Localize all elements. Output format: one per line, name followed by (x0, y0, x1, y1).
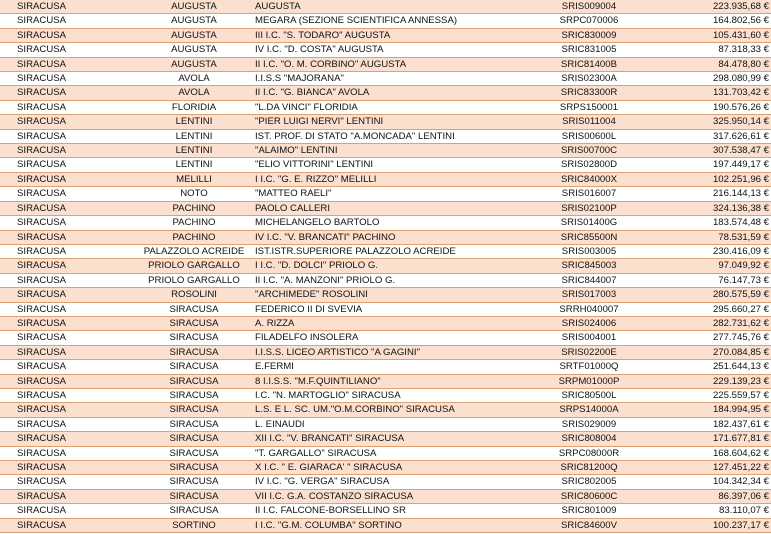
cell-codice[interactable]: SRIC80600C (532, 489, 646, 503)
cell-codice[interactable]: SRPS150001 (532, 100, 646, 114)
cell-importo[interactable]: 225.559,57 € (646, 388, 771, 402)
cell-scuola[interactable]: II I.C. "G. BIANCA" AVOLA (251, 86, 532, 100)
cell-codice[interactable]: SRPM01000P (532, 374, 646, 388)
table-row[interactable] (0, 72, 771, 86)
cell-scuola[interactable]: I.C. "N. MARTOGLIO" SIRACUSA (251, 388, 532, 402)
cell-scuola[interactable]: FILADELFO INSOLERA (251, 331, 532, 345)
cell-importo[interactable]: 325.950,14 € (646, 115, 771, 129)
cell-comune[interactable]: SIRACUSA (137, 489, 251, 503)
table-row[interactable] (0, 417, 771, 431)
cell-importo[interactable]: 131.703,42 € (646, 86, 771, 100)
cell-provincia[interactable]: SIRACUSA (0, 273, 137, 287)
cell-scuola[interactable]: X I.C. " E. GIARACA' " SIRACUSA (251, 461, 532, 475)
cell-provincia[interactable]: SIRACUSA (0, 432, 137, 446)
cell-importo[interactable]: 86.397,06 € (646, 489, 771, 503)
cell-codice[interactable]: SRIS029009 (532, 417, 646, 431)
cell-comune[interactable]: AUGUSTA (137, 0, 251, 14)
cell-comune[interactable]: SIRACUSA (137, 461, 251, 475)
table-row[interactable] (0, 100, 771, 114)
cell-comune[interactable]: SIRACUSA (137, 403, 251, 417)
cell-scuola[interactable]: MEGARA (SEZIONE SCIENTIFICA ANNESSA) (251, 14, 532, 28)
cell-provincia[interactable]: SIRACUSA (0, 201, 137, 215)
table-row[interactable] (0, 216, 771, 230)
cell-provincia[interactable]: SIRACUSA (0, 100, 137, 114)
cell-codice[interactable]: SRIC801009 (532, 504, 646, 518)
table-row[interactable] (0, 388, 771, 402)
cell-codice[interactable]: SRIS00600L (532, 129, 646, 143)
table-row[interactable] (0, 461, 771, 475)
cell-comune[interactable]: SIRACUSA (137, 388, 251, 402)
table-row[interactable] (0, 86, 771, 100)
cell-scuola[interactable]: "MATTEO RAELI" (251, 187, 532, 201)
cell-importo[interactable]: 298.080,99 € (646, 72, 771, 86)
cell-importo[interactable]: 295.660,27 € (646, 302, 771, 316)
cell-comune[interactable]: SIRACUSA (137, 360, 251, 374)
cell-scuola[interactable]: I.I.S.S. LICEO ARTISTICO "A GAGINI" (251, 345, 532, 359)
table-row[interactable] (0, 446, 771, 460)
cell-comune[interactable]: AUGUSTA (137, 14, 251, 28)
cell-scuola[interactable]: IV I.C. "G. VERGA" SIRACUSA (251, 475, 532, 489)
cell-importo[interactable]: 87.318,33 € (646, 43, 771, 57)
cell-comune[interactable]: SIRACUSA (137, 446, 251, 460)
cell-importo[interactable]: 168.604,62 € (646, 446, 771, 460)
cell-scuola[interactable]: "L.DA VINCI" FLORIDIA (251, 100, 532, 114)
cell-comune[interactable]: LENTINI (137, 115, 251, 129)
cell-scuola[interactable]: II I.C. FALCONE-BORSELLINO SR (251, 504, 532, 518)
cell-scuola[interactable]: I I.C. "G.M. COLUMBA" SORTINO (251, 518, 532, 532)
table-row[interactable] (0, 432, 771, 446)
cell-scuola[interactable]: E.FERMI (251, 360, 532, 374)
cell-comune[interactable]: AVOLA (137, 86, 251, 100)
table-row[interactable] (0, 57, 771, 71)
cell-provincia[interactable]: SIRACUSA (0, 388, 137, 402)
cell-codice[interactable]: SRIS003005 (532, 244, 646, 258)
cell-provincia[interactable]: SIRACUSA (0, 417, 137, 431)
cell-scuola[interactable]: I I.C. "G. E. RIZZO" MELILLI (251, 172, 532, 186)
cell-importo[interactable]: 102.251,96 € (646, 172, 771, 186)
cell-provincia[interactable]: SIRACUSA (0, 489, 137, 503)
cell-comune[interactable]: SIRACUSA (137, 475, 251, 489)
cell-codice[interactable]: SRIS02300A (532, 72, 646, 86)
cell-importo[interactable]: 270.084,85 € (646, 345, 771, 359)
cell-scuola[interactable]: II I.C. "O. M. CORBINO" AUGUSTA (251, 57, 532, 71)
cell-scuola[interactable]: III I.C. "S. TODARO" AUGUSTA (251, 28, 532, 42)
cell-importo[interactable]: 324.136,38 € (646, 201, 771, 215)
cell-comune[interactable]: AUGUSTA (137, 28, 251, 42)
table-row[interactable] (0, 345, 771, 359)
cell-scuola[interactable]: PAOLO CALLERI (251, 201, 532, 215)
cell-codice[interactable]: SRIS024006 (532, 316, 646, 330)
cell-provincia[interactable]: SIRACUSA (0, 72, 137, 86)
table-row[interactable] (0, 504, 771, 518)
cell-codice[interactable]: SRIS011004 (532, 115, 646, 129)
cell-codice[interactable]: SRIS00700C (532, 144, 646, 158)
cell-provincia[interactable]: SIRACUSA (0, 115, 137, 129)
cell-scuola[interactable]: 8 I.I.S.S. "M.F.QUINTILIANO" (251, 374, 532, 388)
table-row[interactable] (0, 259, 771, 273)
cell-comune[interactable]: SIRACUSA (137, 504, 251, 518)
cell-scuola[interactable]: AUGUSTA (251, 0, 532, 14)
cell-codice[interactable]: SRIC84600V (532, 518, 646, 532)
cell-comune[interactable]: LENTINI (137, 129, 251, 143)
table-row[interactable] (0, 144, 771, 158)
cell-scuola[interactable]: "T. GARGALLO" SIRACUSA (251, 446, 532, 460)
cell-comune[interactable]: LENTINI (137, 158, 251, 172)
cell-provincia[interactable]: SIRACUSA (0, 345, 137, 359)
cell-importo[interactable]: 183.574,48 € (646, 216, 771, 230)
cell-comune[interactable]: SIRACUSA (137, 432, 251, 446)
cell-provincia[interactable]: SIRACUSA (0, 331, 137, 345)
cell-comune[interactable]: PRIOLO GARGALLO (137, 259, 251, 273)
table-row[interactable] (0, 172, 771, 186)
table-row[interactable] (0, 230, 771, 244)
cell-codice[interactable]: SRIC802005 (532, 475, 646, 489)
cell-importo[interactable]: 229.139,23 € (646, 374, 771, 388)
cell-provincia[interactable]: SIRACUSA (0, 28, 137, 42)
cell-codice[interactable]: SRPS14000A (532, 403, 646, 417)
cell-scuola[interactable]: FEDERICO II DI SVEVIA (251, 302, 532, 316)
table-row[interactable] (0, 302, 771, 316)
cell-codice[interactable]: SRIC844007 (532, 273, 646, 287)
table-row[interactable] (0, 14, 771, 28)
cell-provincia[interactable]: SIRACUSA (0, 57, 137, 71)
cell-comune[interactable]: LENTINI (137, 144, 251, 158)
cell-provincia[interactable]: SIRACUSA (0, 461, 137, 475)
cell-scuola[interactable]: "ELIO VITTORINI" LENTINI (251, 158, 532, 172)
cell-provincia[interactable]: SIRACUSA (0, 302, 137, 316)
cell-importo[interactable]: 100.237,17 € (646, 518, 771, 532)
table-row[interactable] (0, 244, 771, 258)
cell-importo[interactable]: 280.575,59 € (646, 288, 771, 302)
cell-scuola[interactable]: "PIER LUIGI NERVI" LENTINI (251, 115, 532, 129)
cell-importo[interactable]: 216.144,13 € (646, 187, 771, 201)
cell-scuola[interactable]: VII I.C. G.A. COSTANZO SIRACUSA (251, 489, 532, 503)
table-row[interactable] (0, 187, 771, 201)
cell-codice[interactable]: SRIC808004 (532, 432, 646, 446)
cell-codice[interactable]: SRIS004001 (532, 331, 646, 345)
cell-scuola[interactable]: "ARCHIMEDE" ROSOLINI (251, 288, 532, 302)
cell-scuola[interactable]: II I.C. "A. MANZONI" PRIOLO G. (251, 273, 532, 287)
cell-importo[interactable]: 171.677,81 € (646, 432, 771, 446)
cell-importo[interactable]: 307.538,47 € (646, 144, 771, 158)
cell-codice[interactable]: SRIC84000X (532, 172, 646, 186)
cell-provincia[interactable]: SIRACUSA (0, 172, 137, 186)
cell-codice[interactable]: SRTF01000Q (532, 360, 646, 374)
cell-comune[interactable]: SIRACUSA (137, 331, 251, 345)
cell-importo[interactable]: 184.994,95 € (646, 403, 771, 417)
cell-importo[interactable]: 164.802,56 € (646, 14, 771, 28)
table-row[interactable] (0, 316, 771, 330)
cell-comune[interactable]: MELILLI (137, 172, 251, 186)
cell-provincia[interactable]: SIRACUSA (0, 288, 137, 302)
cell-provincia[interactable]: SIRACUSA (0, 14, 137, 28)
cell-provincia[interactable]: SIRACUSA (0, 216, 137, 230)
cell-scuola[interactable]: XII I.C. "V. BRANCATI" SIRACUSA (251, 432, 532, 446)
cell-importo[interactable]: 190.576,26 € (646, 100, 771, 114)
cell-codice[interactable]: SRRH040007 (532, 302, 646, 316)
cell-importo[interactable]: 197.449,17 € (646, 158, 771, 172)
cell-codice[interactable]: SRIC831005 (532, 43, 646, 57)
cell-importo[interactable]: 97.049,92 € (646, 259, 771, 273)
cell-comune[interactable]: PRIOLO GARGALLO (137, 273, 251, 287)
cell-provincia[interactable]: SIRACUSA (0, 0, 137, 14)
cell-comune[interactable]: PACHINO (137, 216, 251, 230)
cell-scuola[interactable]: I I.C. "D. DOLCI" PRIOLO G. (251, 259, 532, 273)
table-row[interactable] (0, 360, 771, 374)
cell-comune[interactable]: AUGUSTA (137, 57, 251, 71)
table-row[interactable] (0, 201, 771, 215)
cell-importo[interactable]: 317.626,61 € (646, 129, 771, 143)
cell-scuola[interactable]: L. EINAUDI (251, 417, 532, 431)
cell-codice[interactable]: SRIC83300R (532, 86, 646, 100)
cell-comune[interactable]: ROSOLINI (137, 288, 251, 302)
table-row[interactable] (0, 115, 771, 129)
cell-comune[interactable]: SIRACUSA (137, 302, 251, 316)
cell-codice[interactable]: SRIS01400G (532, 216, 646, 230)
cell-scuola[interactable]: "ALAIMO" LENTINI (251, 144, 532, 158)
cell-codice[interactable]: SRIC80500L (532, 388, 646, 402)
table-row[interactable] (0, 288, 771, 302)
cell-codice[interactable]: SRIS02200E (532, 345, 646, 359)
cell-codice[interactable]: SRPC08000R (532, 446, 646, 460)
cell-scuola[interactable]: IST. PROF. DI STATO "A.MONCADA" LENTINI (251, 129, 532, 143)
cell-provincia[interactable]: SIRACUSA (0, 43, 137, 57)
cell-importo[interactable]: 105.431,60 € (646, 28, 771, 42)
cell-provincia[interactable]: SIRACUSA (0, 244, 137, 258)
cell-comune[interactable]: AUGUSTA (137, 43, 251, 57)
cell-comune[interactable]: PALAZZOLO ACREIDE (137, 244, 251, 258)
cell-importo[interactable]: 251.644,13 € (646, 360, 771, 374)
cell-importo[interactable]: 277.745,76 € (646, 331, 771, 345)
cell-provincia[interactable]: SIRACUSA (0, 374, 137, 388)
cell-comune[interactable]: PACHINO (137, 201, 251, 215)
cell-provincia[interactable]: SIRACUSA (0, 446, 137, 460)
cell-provincia[interactable]: SIRACUSA (0, 129, 137, 143)
cell-codice[interactable]: SRIC845003 (532, 259, 646, 273)
table-row[interactable] (0, 374, 771, 388)
cell-scuola[interactable]: IV I.C. "V. BRANCATI" PACHINO (251, 230, 532, 244)
cell-provincia[interactable]: SIRACUSA (0, 86, 137, 100)
cell-codice[interactable]: SRIC830009 (532, 28, 646, 42)
cell-scuola[interactable]: L.S. E L. SC. UM."O.M.CORBINO" SIRACUSA (251, 403, 532, 417)
cell-codice[interactable]: SRIS02800D (532, 158, 646, 172)
cell-comune[interactable]: PACHINO (137, 230, 251, 244)
table-row[interactable] (0, 43, 771, 57)
cell-provincia[interactable]: SIRACUSA (0, 259, 137, 273)
cell-codice[interactable]: SRIS017003 (532, 288, 646, 302)
cell-importo[interactable]: 83.110,07 € (646, 504, 771, 518)
cell-importo[interactable]: 104.342,34 € (646, 475, 771, 489)
cell-comune[interactable]: SORTINO (137, 518, 251, 532)
table-row[interactable] (0, 518, 771, 532)
cell-provincia[interactable]: SIRACUSA (0, 158, 137, 172)
cell-scuola[interactable]: MICHELANGELO BARTOLO (251, 216, 532, 230)
cell-provincia[interactable]: SIRACUSA (0, 230, 137, 244)
cell-comune[interactable]: FLORIDIA (137, 100, 251, 114)
table-row[interactable] (0, 28, 771, 42)
table-row[interactable] (0, 475, 771, 489)
cell-codice[interactable]: SRIS02100P (532, 201, 646, 215)
table-row[interactable] (0, 403, 771, 417)
cell-codice[interactable]: SRIC85500N (532, 230, 646, 244)
cell-provincia[interactable]: SIRACUSA (0, 360, 137, 374)
table-row[interactable] (0, 331, 771, 345)
cell-provincia[interactable]: SIRACUSA (0, 316, 137, 330)
cell-scuola[interactable]: I.I.S.S "MAJORANA" (251, 72, 532, 86)
cell-comune[interactable]: SIRACUSA (137, 345, 251, 359)
cell-codice[interactable]: SRIS016007 (532, 187, 646, 201)
cell-provincia[interactable]: SIRACUSA (0, 475, 137, 489)
table-row[interactable] (0, 158, 771, 172)
cell-importo[interactable]: 84.478,80 € (646, 57, 771, 71)
cell-importo[interactable]: 78.531,59 € (646, 230, 771, 244)
table-row[interactable] (0, 273, 771, 287)
table-row[interactable] (0, 129, 771, 143)
cell-comune[interactable]: SIRACUSA (137, 417, 251, 431)
cell-scuola[interactable]: IV I.C. "D. COSTA" AUGUSTA (251, 43, 532, 57)
cell-scuola[interactable]: IST.ISTR.SUPERIORE PALAZZOLO ACREIDE (251, 244, 532, 258)
cell-scuola[interactable]: A. RIZZA (251, 316, 532, 330)
cell-comune[interactable]: SIRACUSA (137, 374, 251, 388)
cell-importo[interactable]: 282.731,62 € (646, 316, 771, 330)
cell-provincia[interactable]: SIRACUSA (0, 504, 137, 518)
cell-codice[interactable]: SRPC070006 (532, 14, 646, 28)
table-row[interactable] (0, 0, 771, 14)
cell-provincia[interactable]: SIRACUSA (0, 403, 137, 417)
cell-importo[interactable]: 230.416,09 € (646, 244, 771, 258)
cell-importo[interactable]: 127.451,22 € (646, 461, 771, 475)
cell-codice[interactable]: SRIS009004 (532, 0, 646, 14)
cell-provincia[interactable]: SIRACUSA (0, 144, 137, 158)
table-row[interactable] (0, 489, 771, 503)
cell-comune[interactable]: SIRACUSA (137, 316, 251, 330)
cell-comune[interactable]: AVOLA (137, 72, 251, 86)
cell-importo[interactable]: 76.147,73 € (646, 273, 771, 287)
cell-provincia[interactable]: SIRACUSA (0, 187, 137, 201)
cell-codice[interactable]: SRIC81200Q (532, 461, 646, 475)
cell-comune[interactable]: NOTO (137, 187, 251, 201)
cell-importo[interactable]: 182.437,61 € (646, 417, 771, 431)
cell-codice[interactable]: SRIC81400B (532, 57, 646, 71)
cell-provincia[interactable]: SIRACUSA (0, 518, 137, 532)
cell-importo[interactable]: 223.935,68 € (646, 0, 771, 14)
